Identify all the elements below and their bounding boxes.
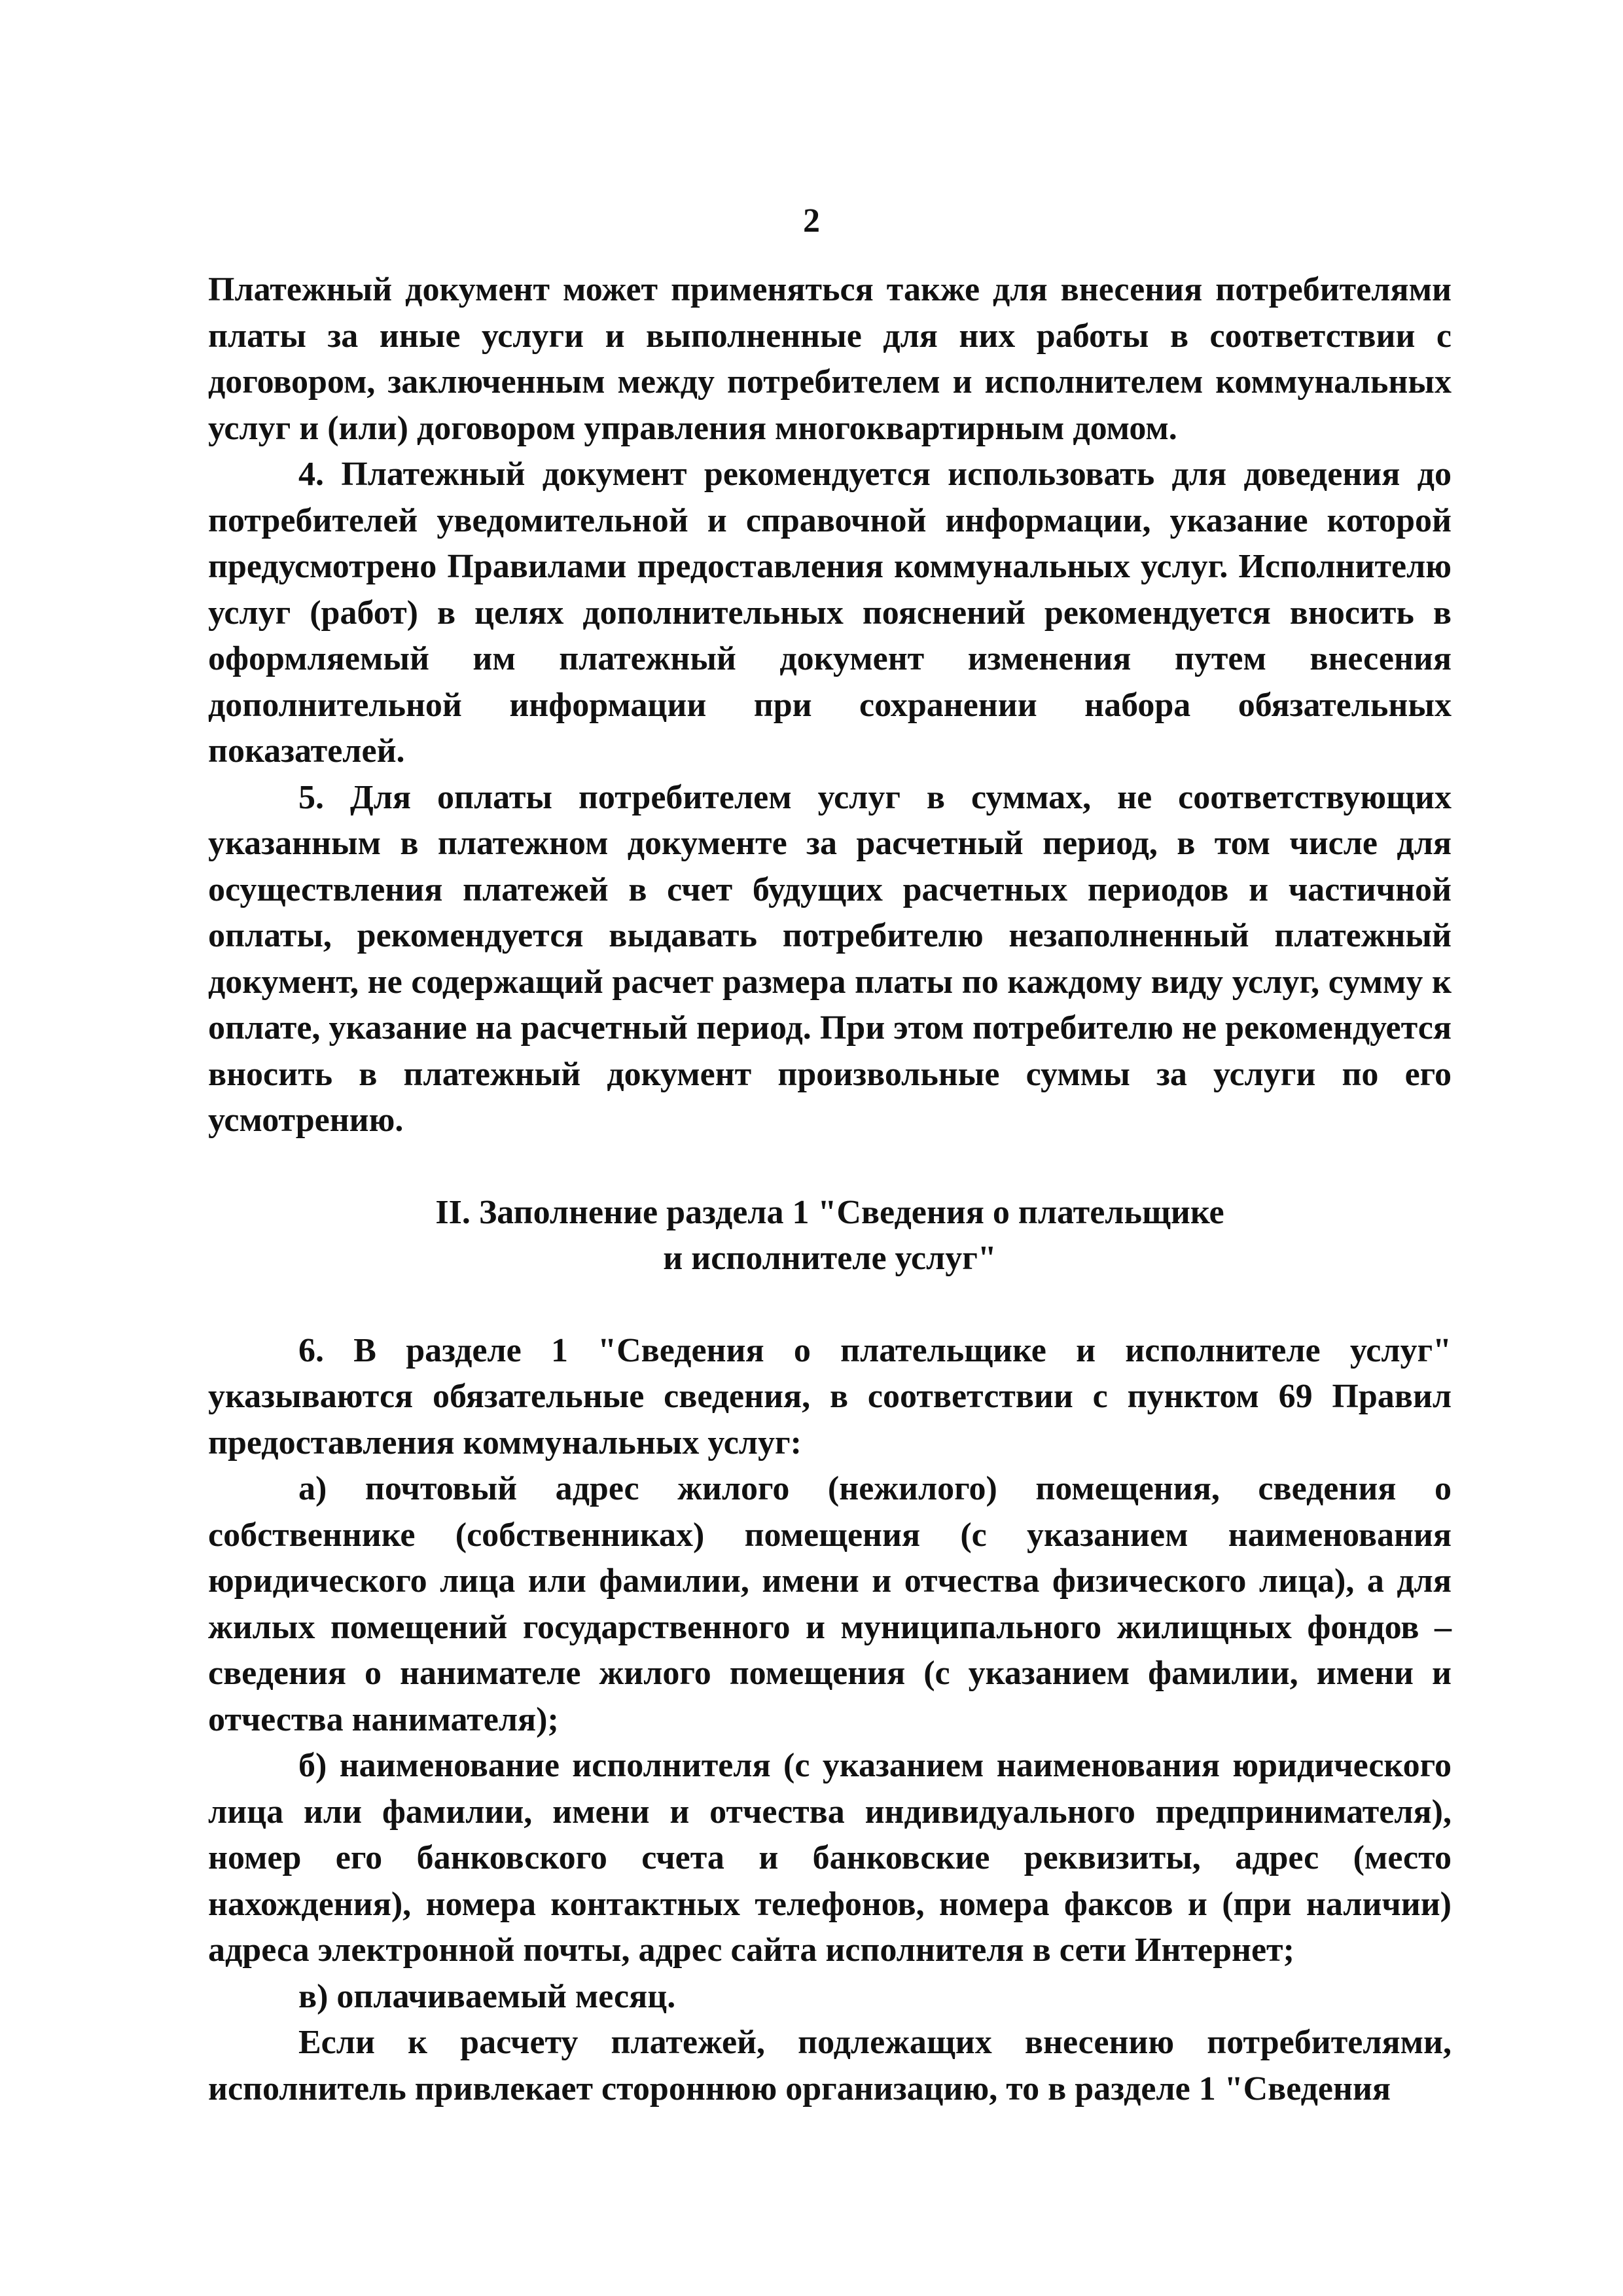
section-heading: [208, 1190, 1452, 1282]
document-body: [208, 267, 1452, 2112]
paragraph-third-party-organization: Если к расчету платежей, подлежащих внесению потребителями, исполнитель привлекает стороннюю организацию, то в разделе 1 "Сведения: [208, 2024, 1452, 2108]
paragraph-4-notification-info: 4. Платежный документ рекомендуется использовать для доведения до потребителей уведомительной и справочной информации, указание которой предусмотрено Правилами предоставления коммунальных услуг. Исполнителю услуг (работ) в целях дополнительных пояснений рекомендуется вносить в оформляемый им платежный документ изменения путем внесения дополнительной информации при сохранении набора обязательных показателей.: [208, 456, 1452, 770]
list-item-a-address: а) почтовый адрес жилого (нежилого) помещения, сведения о собственнике (собственниках) помещения (с указанием наименования юридического лица или фамилии, имени и отчества физического лица), а для жилых помещений государственного и муниципального жилищных фондов – сведения о нанимателе жилого помещения (с указанием фамилии, имени и отчества нанимателя);: [208, 1470, 1452, 1738]
paragraph-payment-other-services: Платежный документ может применяться также для внесения потребителями платы за иные услуги и выполненные для них работы в соответствии с договором, заключенным между потребителем и исполнителем коммунальных услуг и (или) договором управления многоквартирным домом.: [208, 271, 1452, 447]
section-heading-line-1: II. Заполнение раздела 1 "Сведения о плательщике: [435, 1193, 1224, 1231]
list-item-v-month: в) оплачиваемый месяц.: [298, 1977, 676, 2015]
paragraph-5-partial-payment: 5. Для оплаты потребителем услуг в суммах, не соответствующих указанным в платежном документе за расчетный период, в том числе для осуществления платежей в счет будущих расчетных периодов и частичной оплаты, рекомендуется выдавать потребителю незаполненный платежный документ, не содержащий расчет размера платы по каждому виду услуг, сумму к оплате, указание на расчетный период. При этом потребителю не рекомендуется вносить в платежный документ произвольные суммы за услуги по его усмотрению.: [208, 778, 1452, 1139]
section-heading-line-2: и исполнителе услуг": [663, 1240, 997, 1277]
list-item-b-contractor: б) наименование исполнителя (с указанием наименования юридического лица или фамилии, имени и отчества индивидуального предпринимателя), номер его банковского счета и банковские реквизиты, адрес (место нахождения), номера контактных телефонов, номера факсов и (при наличии) адреса электронной почты, адрес сайта исполнителя в сети Интернет;: [208, 1747, 1452, 1969]
page-number: 2: [803, 202, 820, 240]
paragraph-6-section-1: 6. В разделе 1 "Сведения о плательщике и исполнителе услуг" указываются обязательные сведения, в соответствии с пунктом 69 Правил предоставления коммунальных услуг:: [208, 1331, 1452, 1462]
